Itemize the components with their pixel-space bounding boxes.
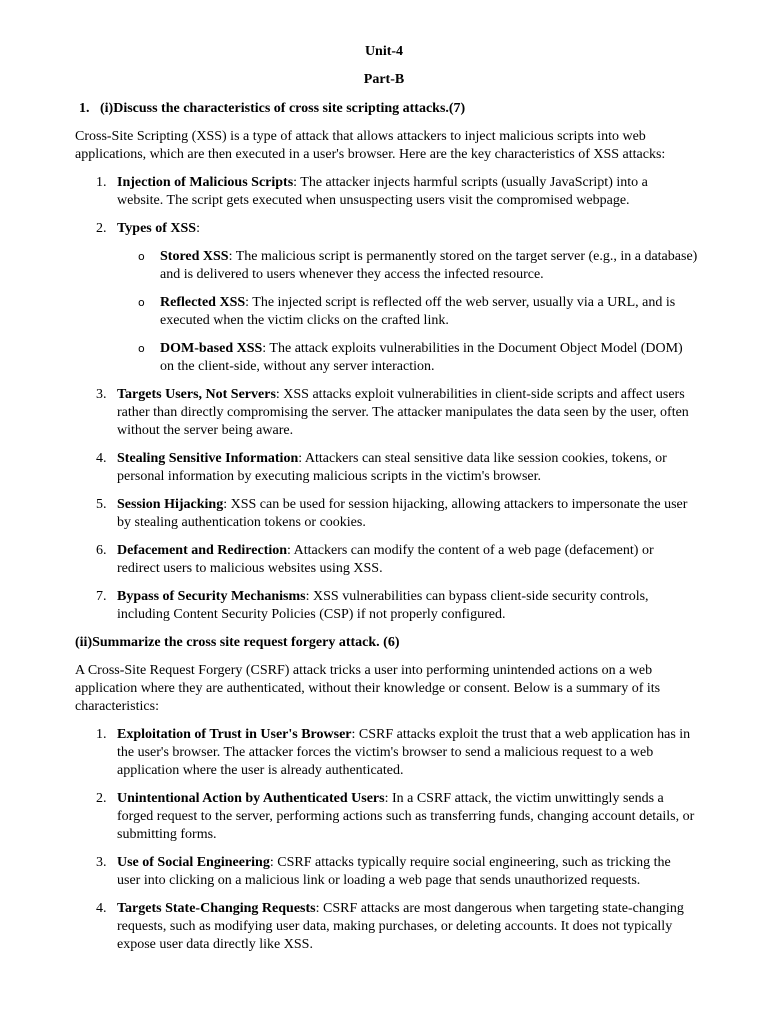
question-1-part-2-title: (ii)Summarize the cross site request forgery attack. (6) [75,635,400,650]
list-text: : XSS vulnerabilities can bypass client-side security controls, including Content Security Policies (CSP) if not properly configured. [117,589,649,623]
list-term: Bypass of Security Mechanisms [117,589,306,604]
list-text: : CSRF attacks exploit the trust that a web application has in the user's browser. The attacker forces the victim's browser to send a malicious request to a web application where the user is already authenticated. [117,727,691,779]
list-term: Targets Users, Not Servers [117,387,276,402]
xss-intro-paragraph: Cross-Site Scripting (XSS) is a type of attack that allows attackers to inject malicious scripts into web applications, which are then executed in a user's browser. Here are the key characteristics of XSS attacks: [75,129,666,163]
list-text: : The attack exploits vulnerabilities in the Document Object Model (DOM) on the client-side, without any server interaction. [160,341,683,375]
unit-heading: Unit-4 [364,44,404,59]
list-term: Types of XSS [117,221,197,236]
list-number: 4. [96,451,107,466]
list-number: 1. [96,727,107,742]
list-text: : XSS attacks exploit vulnerabilities in client-side scripts and affect users rather than directly compromising the server. The attacker manipulates the data seen by the user, often without the server being aware. [117,387,689,439]
list-term: Targets State-Changing Requests [117,901,316,916]
list-text: : [196,221,200,236]
list-term: Stealing Sensitive Information [117,451,299,466]
list-number: 1. [96,175,107,190]
list-text: : CSRF attacks typically require social engineering, such as tricking the user into clicking on a malicious link or loading a web page that sends unauthorized requests. [117,855,671,889]
bullet-marker: o [138,250,145,263]
list-term: Injection of Malicious Scripts [117,175,294,190]
list-text: : In a CSRF attack, the victim unwittingly sends a forged request to the server, performing actions such as transferring funds, changing account details, or submitting forms. [117,791,695,843]
list-term: Unintentional Action by Authenticated Users [117,791,385,806]
list-number: 5. [96,497,107,512]
list-text: : CSRF attacks are most dangerous when targeting state-changing requests, such as modifying user data, making purchases, or deleting accounts. It does not typically expose user data directly like XSS. [117,901,684,953]
list-number: 7. [96,589,107,604]
csrf-intro-paragraph: A Cross-Site Request Forgery (CSRF) attack tricks a user into performing unintended actions on a web application where they are authenticated, without their knowledge or consent. Below is a summary of its characteristics: [75,663,661,715]
question-1-title: (i)Discuss the characteristics of cross site scripting attacks.(7) [100,101,466,116]
question-1-number: 1. [79,101,90,116]
list-term: DOM-based XSS [160,341,263,356]
bullet-marker: o [138,342,145,355]
part-heading: Part-B [363,72,405,87]
list-number: 6. [96,543,107,558]
list-number: 2. [96,791,107,806]
list-term: Use of Social Engineering [117,855,270,870]
bullet-marker: o [138,296,145,309]
list-term: Stored XSS [160,249,229,264]
list-term: Defacement and Redirection [117,543,288,558]
list-text: : Attackers can steal sensitive data like session cookies, tokens, or personal information by executing malicious scripts in the victim's browser. [117,451,667,485]
list-text: : The attacker injects harmful scripts (usually JavaScript) into a website. The script gets executed when unsuspecting users visit the compromised webpage. [117,175,648,209]
list-term: Session Hijacking [117,497,224,512]
list-text: : Attackers can modify the content of a web page (defacement) or redirect users to malicious websites using XSS. [117,543,654,577]
list-number: 4. [96,901,107,916]
list-text: : The injected script is reflected off the web server, usually via a URL, and is executed when the victim clicks on the crafted link. [160,295,676,329]
list-term: Exploitation of Trust in User's Browser [117,727,352,742]
list-number: 2. [96,221,107,236]
list-text: : The malicious script is permanently stored on the target server (e.g., in a database) and is delivered to users whenever they access the infected resource. [160,249,698,283]
list-number: 3. [96,855,107,870]
list-term: Reflected XSS [160,295,246,310]
list-number: 3. [96,387,107,402]
list-text: : XSS can be used for session hijacking, allowing attackers to impersonate the user by stealing authentication tokens or cookies. [117,497,688,531]
